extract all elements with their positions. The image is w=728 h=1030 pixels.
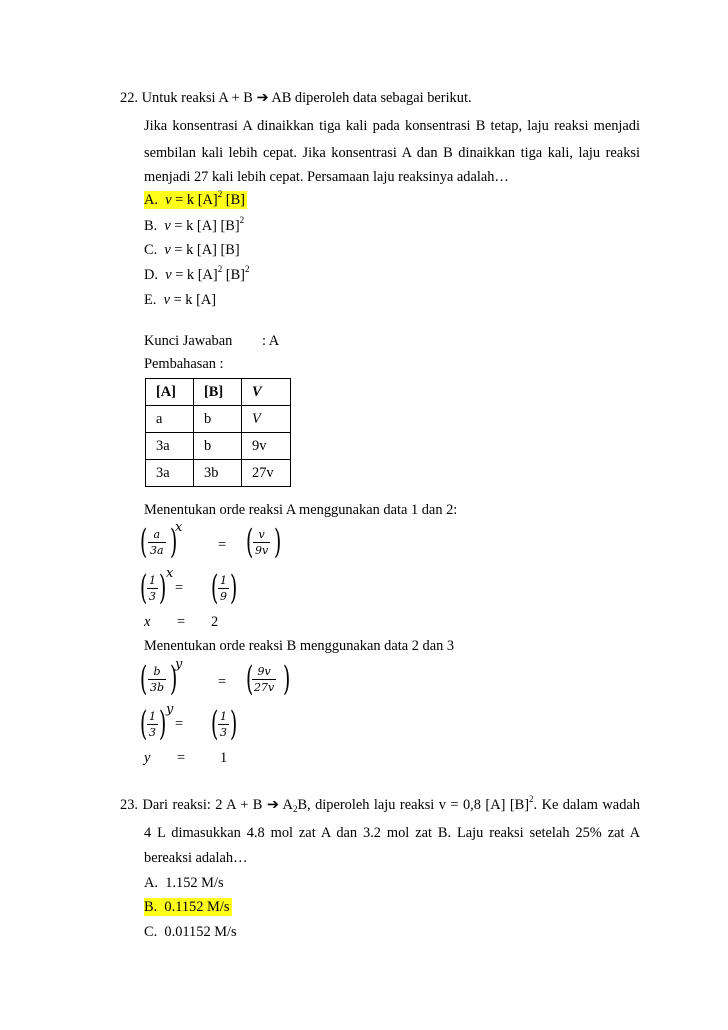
rate-symbol: v xyxy=(165,192,172,208)
stem-text: . Ke dalam wadah xyxy=(533,797,640,813)
right-paren: ) xyxy=(170,522,178,562)
option-text: = k [A] xyxy=(175,192,218,208)
exponent: 2 xyxy=(217,264,223,274)
numerator: 1 xyxy=(220,710,227,723)
numerator: 9v xyxy=(257,665,271,678)
numerator: a xyxy=(153,528,161,541)
denominator: 9v xyxy=(255,544,269,557)
table-cell: 3b xyxy=(194,460,242,487)
left-paren: ( xyxy=(211,704,219,744)
option-letter: A. xyxy=(144,875,158,891)
option-a-correct xyxy=(144,191,247,209)
right-paren: ) xyxy=(283,659,291,699)
question-23-line: 4 L dimasukkan 4.8 mol zat A dan 3.2 mol zat B. Laju reaksi setelah 25% zat A xyxy=(144,825,640,841)
left-paren: ( xyxy=(246,659,254,699)
stem-text: Untuk reaksi A + B xyxy=(141,90,253,106)
option-letter: D. xyxy=(144,267,158,283)
fraction xyxy=(218,710,229,739)
numerator: v xyxy=(258,528,265,541)
option-text: = k [A] [B] xyxy=(174,242,240,258)
option-text: [B] xyxy=(222,267,245,283)
option-text: [B] xyxy=(222,192,245,208)
stem-text: A xyxy=(282,797,293,813)
numerator: 1 xyxy=(220,574,227,587)
question-number: 22. xyxy=(120,90,138,106)
exponent: y xyxy=(175,657,183,672)
denominator: 3 xyxy=(149,726,156,739)
fraction xyxy=(218,574,229,603)
right-paren: ) xyxy=(159,568,167,608)
exponent: 2 xyxy=(217,189,223,199)
fraction xyxy=(147,574,158,603)
question-22-line: sembilan kali lebih cepat. Jika konsentrasi A dan B dinaikkan tiga kali, laju reaksi xyxy=(144,145,640,161)
exponent: x xyxy=(166,566,174,581)
order-a-title: Menentukan orde reaksi A menggunakan data 1 dan 2: xyxy=(144,502,458,518)
left-paren: ( xyxy=(246,522,254,562)
right-paren: ) xyxy=(230,568,238,608)
order-a-result: 2 xyxy=(211,614,219,630)
table-cell: V xyxy=(242,406,291,433)
variable-y: y xyxy=(144,750,151,766)
equals-sign: = xyxy=(177,614,186,630)
fraction xyxy=(148,528,166,557)
option-b xyxy=(144,217,244,235)
option-c xyxy=(144,923,237,941)
table-cell: b xyxy=(194,406,242,433)
left-paren: ( xyxy=(140,659,148,699)
denominator: 3b xyxy=(150,681,165,694)
option-b-correct xyxy=(144,898,232,916)
option-letter: C. xyxy=(144,924,158,940)
numerator: 1 xyxy=(149,574,156,587)
question-number: 23. xyxy=(120,797,138,813)
stem-text: AB diperoleh data sebagai berikut. xyxy=(271,90,472,106)
option-d xyxy=(144,266,249,284)
answer-key-value: : A xyxy=(262,333,280,349)
numerator: 1 xyxy=(149,710,156,723)
exponent: y xyxy=(166,702,174,717)
rate-symbol: v xyxy=(164,218,171,234)
fraction xyxy=(148,665,166,694)
stem-text: B, diperoleh laju reaksi v = 0,8 [A] [B] xyxy=(297,797,530,813)
denominator: 3 xyxy=(220,726,227,739)
table-row xyxy=(146,460,291,487)
table-header-cell: [A] xyxy=(146,379,194,406)
equals-sign: = xyxy=(177,750,186,766)
denominator: 3a xyxy=(150,544,164,557)
option-c xyxy=(144,241,240,259)
question-22-line: Jika konsentrasi A dinaikkan tiga kali pada konsentrasi B tetap, laju reaksi menjadi xyxy=(144,118,640,134)
equals-sign: = xyxy=(218,537,227,553)
option-text: 1.152 M/s xyxy=(165,875,224,891)
equals-sign: = xyxy=(175,716,184,732)
option-text: 0.1152 M/s xyxy=(164,899,230,915)
table-header-row xyxy=(146,379,291,406)
denominator: 27v xyxy=(254,681,275,694)
exponent: x xyxy=(175,520,183,535)
option-a xyxy=(144,874,224,892)
answer-key-label: Kunci Jawaban xyxy=(144,333,233,349)
numerator: b xyxy=(153,665,161,678)
table-row xyxy=(146,433,291,460)
fraction xyxy=(147,710,158,739)
exponent: 2 xyxy=(244,264,250,274)
right-paren: ) xyxy=(230,704,238,744)
table-header-cell: V xyxy=(242,379,291,406)
left-paren: ( xyxy=(140,522,148,562)
question-22-line: menjadi 27 kali lebih cepat. Persamaan laju reaksinya adalah… xyxy=(144,169,509,185)
left-paren: ( xyxy=(211,568,219,608)
fraction xyxy=(252,665,276,694)
option-letter: C. xyxy=(144,242,158,258)
table-cell: 27v xyxy=(242,460,291,487)
table-row xyxy=(146,406,291,433)
equals-sign: = xyxy=(175,580,184,596)
table-cell: b xyxy=(194,433,242,460)
left-paren: ( xyxy=(140,704,148,744)
option-letter: E. xyxy=(144,292,157,308)
option-text: = k [A] xyxy=(175,267,218,283)
table-header-cell: [B] xyxy=(194,379,242,406)
option-letter: B. xyxy=(144,899,158,915)
subscript: 2 xyxy=(292,804,298,814)
option-e xyxy=(144,291,216,309)
right-paren: ) xyxy=(274,522,282,562)
stem-text: Dari reaksi: 2 A + B xyxy=(142,797,263,813)
option-letter: A. xyxy=(144,192,158,208)
denominator: 9 xyxy=(220,590,227,603)
fraction xyxy=(253,528,270,557)
rate-symbol: v xyxy=(164,242,171,258)
table-cell: 3a xyxy=(146,460,194,487)
option-text: 0.01152 M/s xyxy=(164,924,237,940)
order-b-title: Menentukan orde reaksi B menggunakan data 2 dan 3 xyxy=(144,638,455,654)
table-cell: 9v xyxy=(242,433,291,460)
order-b-result: 1 xyxy=(220,750,228,766)
rate-symbol: v xyxy=(165,267,172,283)
option-text: = k [A] [B] xyxy=(174,218,240,234)
right-paren: ) xyxy=(159,704,167,744)
table-cell: 3a xyxy=(146,433,194,460)
question-22-stem xyxy=(120,89,472,107)
discussion-label: Pembahasan : xyxy=(144,356,224,372)
denominator: 3 xyxy=(149,590,156,603)
equals-sign: = xyxy=(218,674,227,690)
rate-symbol: v xyxy=(163,292,170,308)
question-23-line: bereaksi adalah… xyxy=(144,850,248,866)
variable-x: x xyxy=(144,614,151,630)
left-paren: ( xyxy=(140,568,148,608)
exponent: 2 xyxy=(239,215,245,225)
right-paren: ) xyxy=(170,659,178,699)
exponent: 2 xyxy=(529,794,534,804)
question-23-stem xyxy=(120,796,640,814)
table-cell: a xyxy=(146,406,194,433)
arrow-icon: ➔ xyxy=(256,90,269,106)
arrow-icon: ➔ xyxy=(266,797,279,813)
rate-data-table xyxy=(145,378,291,487)
option-letter: B. xyxy=(144,218,158,234)
option-text: = k [A] xyxy=(173,292,217,308)
